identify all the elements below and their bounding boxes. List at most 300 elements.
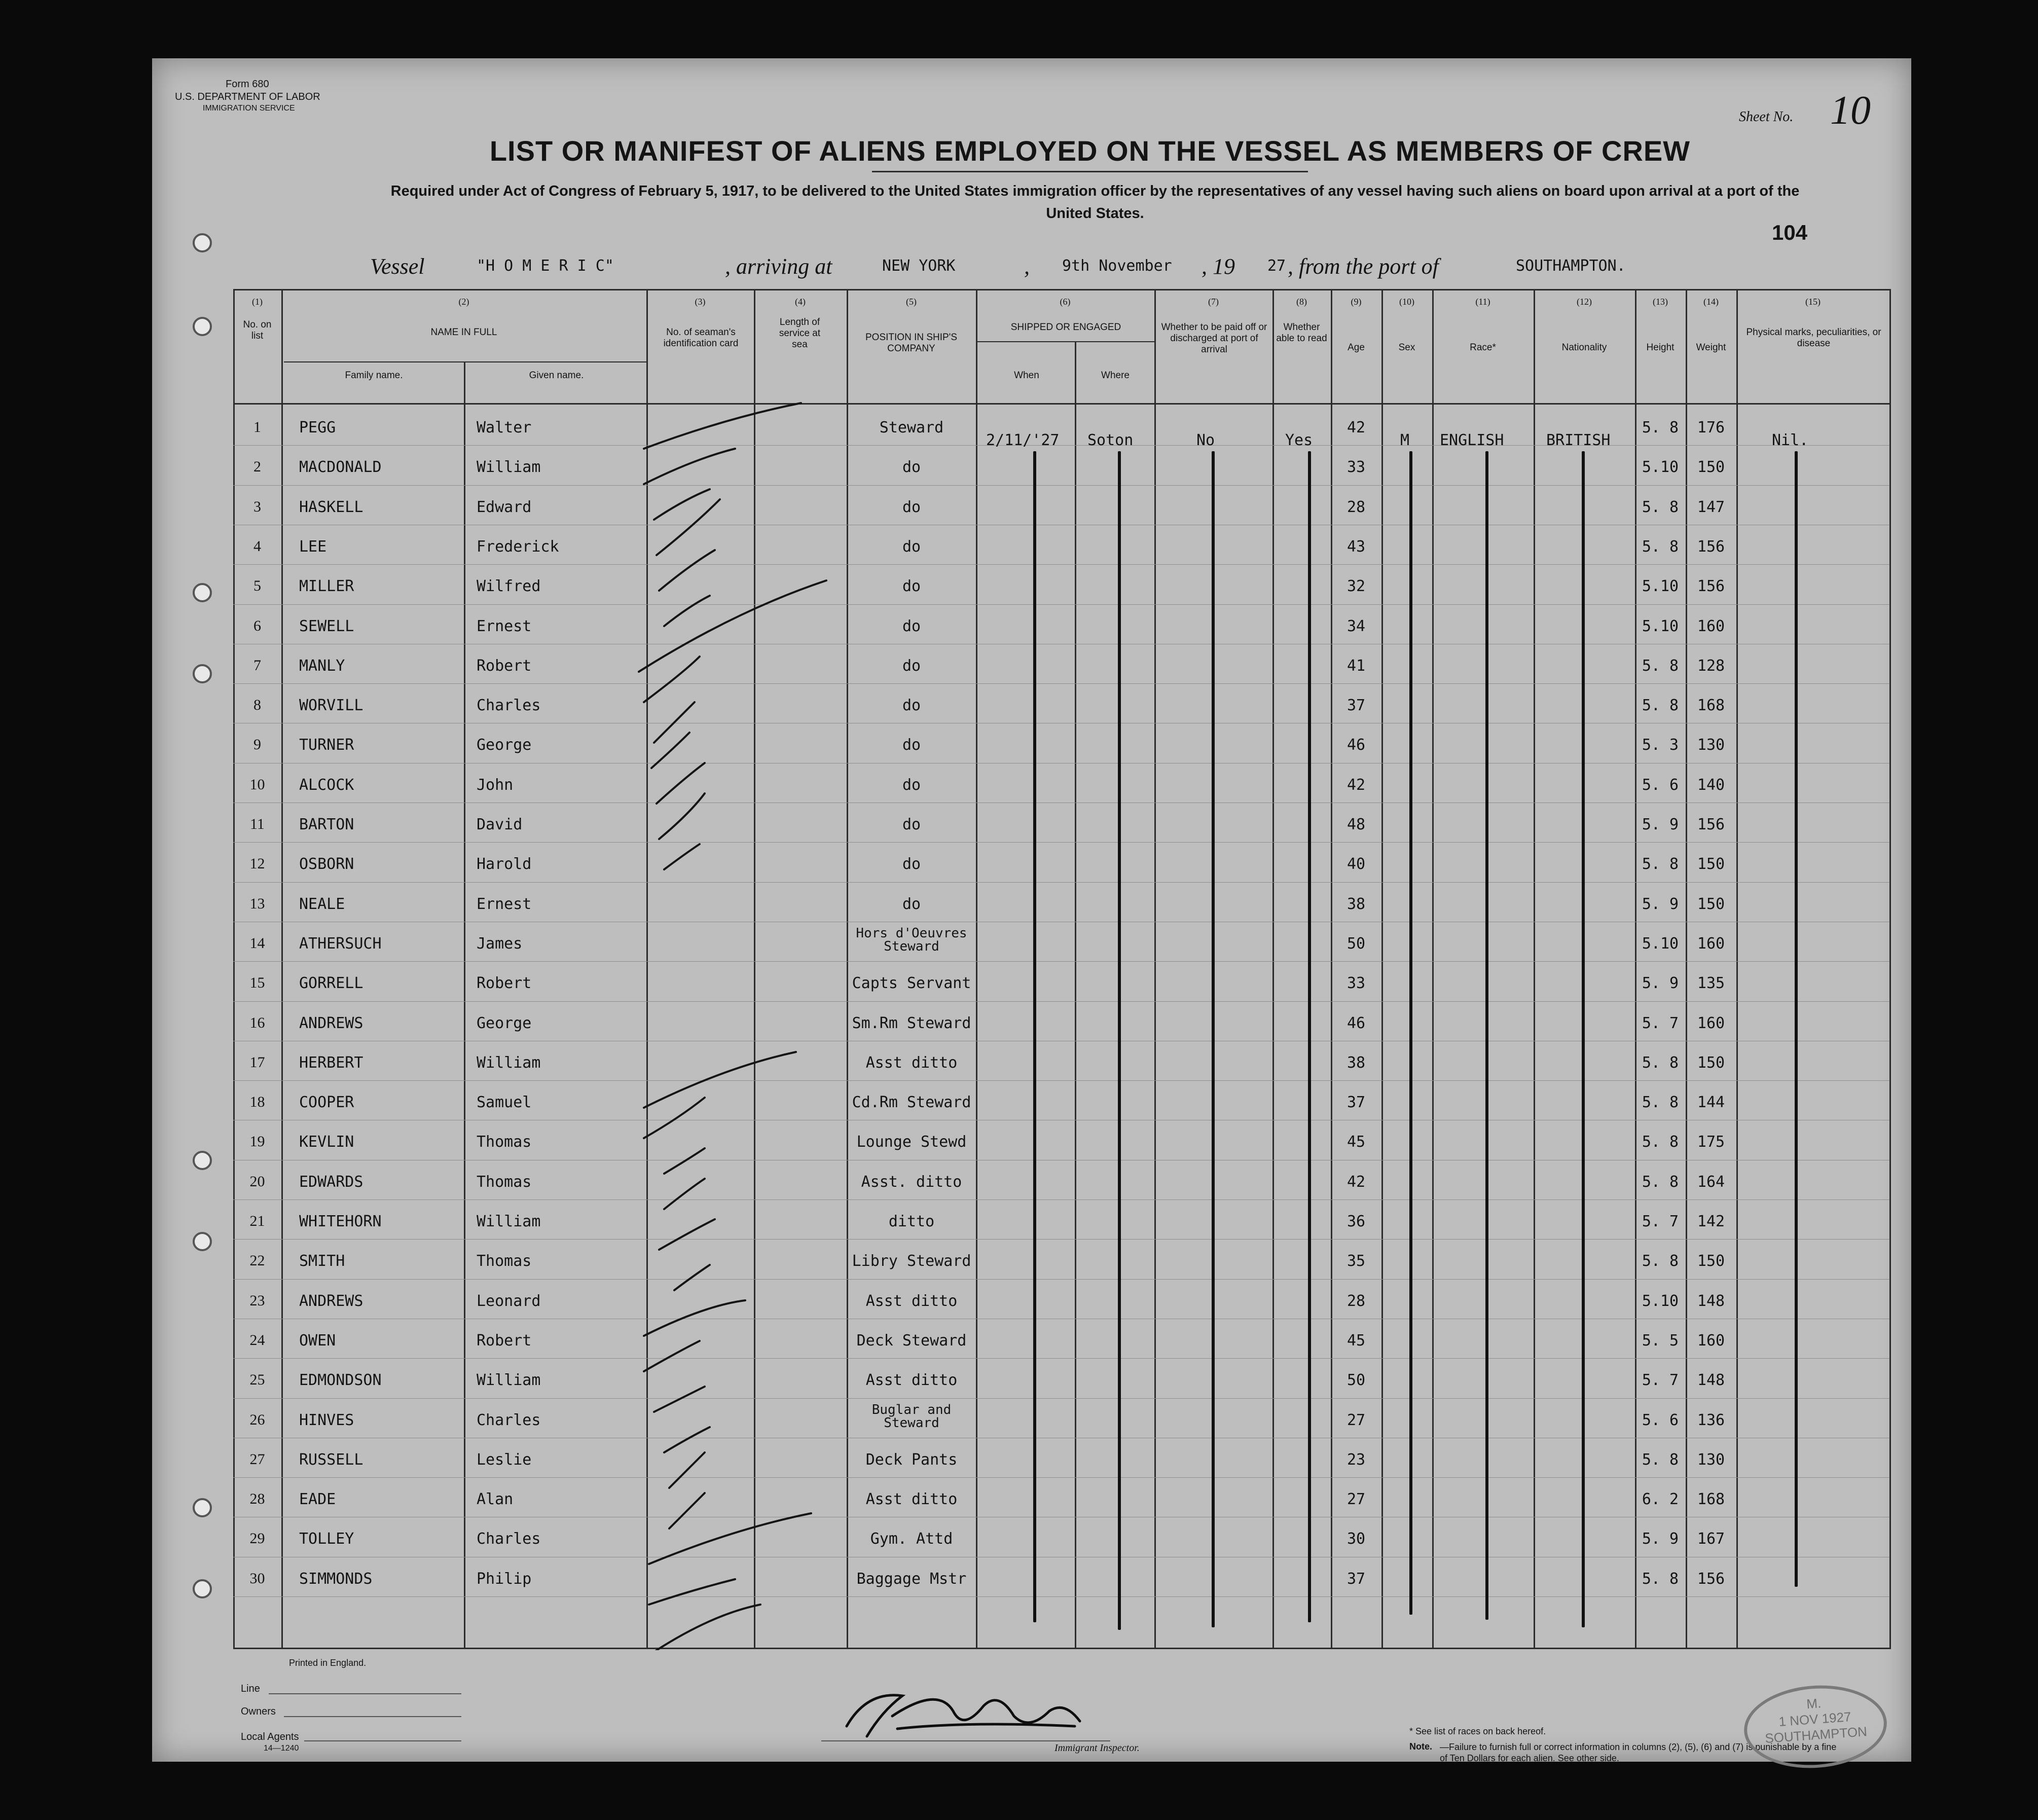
crew-given: Wilfred (477, 577, 541, 595)
col-header-weight: Weight (1696, 342, 1726, 353)
crew-height: 5. 8 (1642, 657, 1679, 675)
crew-weight: 175 (1697, 1133, 1725, 1151)
crew-position: do (902, 697, 921, 714)
col-number: (10) (1399, 297, 1414, 307)
crew-age: 46 (1346, 1014, 1366, 1032)
crew-family: KEVLIN (299, 1133, 354, 1151)
crew-given: William (477, 1054, 541, 1072)
crew-weight: 168 (1697, 697, 1725, 714)
col-header-age: Age (1348, 342, 1365, 353)
col-header-shipped: SHIPPED OR ENGAGED (1010, 322, 1121, 333)
inspector-signature (836, 1681, 1110, 1741)
col-number: (6) (1060, 297, 1071, 307)
crew-position: do (902, 617, 921, 635)
crew-given: Thomas (477, 1252, 532, 1270)
crew-weight: 167 (1697, 1530, 1725, 1548)
crew-position: do (902, 577, 921, 595)
crew-weight: 164 (1697, 1173, 1725, 1191)
crew-age: 37 (1346, 697, 1366, 714)
crew-height: 5. 7 (1642, 1014, 1679, 1032)
col-header-id-card: No. of seaman's identification card (663, 327, 739, 349)
crew-height: 5.10 (1642, 617, 1679, 635)
crew-given: William (477, 458, 541, 476)
crew-weight: 160 (1697, 617, 1725, 635)
crew-weight: 150 (1697, 458, 1725, 476)
crew-no: 28 (249, 1490, 265, 1507)
crew-age: 42 (1346, 419, 1366, 436)
col-header-sex: Sex (1398, 342, 1415, 353)
col-number: (14) (1703, 297, 1719, 307)
shipped-when-value: 2/11/'27 (986, 431, 1060, 449)
crew-weight: 135 (1697, 974, 1725, 992)
crew-no: 18 (249, 1094, 265, 1110)
crew-family: MACDONALD (299, 458, 382, 476)
col-number: (12) (1577, 297, 1592, 307)
departure-port: SOUTHAMPTON. (1516, 257, 1626, 275)
crew-age: 27 (1346, 1411, 1366, 1429)
ditto-mark (1485, 451, 1488, 1620)
crew-given: John (477, 776, 514, 794)
crew-age: 28 (1346, 1292, 1366, 1310)
crew-given: Leslie (477, 1451, 532, 1469)
punch-hole (193, 1151, 212, 1170)
crew-weight: 140 (1697, 776, 1725, 794)
crew-position: Asst. ditto (861, 1173, 962, 1191)
col-header-position: POSITION IN SHIP'S COMPANY (865, 332, 957, 354)
col-header-service-length: Length of service at sea (779, 317, 821, 350)
stamp-top: M. (1806, 1695, 1822, 1712)
manifest-sheet: Form 680 U.S. DEPARTMENT OF LABOR IMMIGRATION SERVICE Sheet No. 10 104 LIST OR MANIFEST OF ALIENS EMPLOYED ON THE VESSEL AS MEMBERS OF CREW Required under Act of Congress of February 5, 1917, to be delivered to the United States immigration officer by the representatives of any vessel having such aliens on board upon arrival at a port of the United States. Vessel "H O M E R I C" , arriving at NEW YORK , 9th November , 19 27 , from the port of SOUTHAMPTON. (1) (2) (3) (4) (5) (6) (7) (8) (9) (10) (11) (12) (13) (14) (15) No. on list NAME IN FULL Family name. Given name. No. of seaman's identification card Length of service at sea POSITION IN SHIP'S COMPANY SHIPPED OR ENGAGED When Where Whether to be paid off or discharged at port of arrival Whether able to read Age Sex Race* Nationality Height Weight Physical marks, peculiarities, or disease 1 PEGG Walter Steward 42 5. 8 176 2 MACDONALD William do 33 5.10 150 3 HASKELL Edward do 28 5. 8 147 4 LEE Frederick do 43 5. 8 156 5 MILLER Wilfred do 32 5.10 156 6 SEWELL Ernest do 34 5.10 160 7 MANLY Robert do 41 5. 8 128 8 WORVILL Charles do 37 5. 8 168 9 TURNER George do 46 5. 3 130 10 ALCOCK John do 42 5. 6 140 11 BARTON David do 48 5. 9 156 12 OSBORN Harold do 40 5. 8 150 13 NEALE Ernest do 38 5. 9 150 14 ATHERSUCH James Hors d'Oeuvres Steward 50 5.10 160 15 GORRELL Robert Capts Servant 33 5. 9 135 16 ANDREWS George Sm.Rm Steward 46 5. 7 160 17 HERBERT William Asst ditto 38 5. 8 150 18 COOPER Samuel Cd.Rm Steward 37 5. 8 144 19 KEVLIN Thomas Lounge Stewd 45 5. 8 175 20 EDWARDS Thomas Asst. ditto 42 5. 8 164 21 WHITEHORN William ditto 36 5. 7 142 22 SMITH Thomas Libry Steward 35 5. 8 150 23 ANDREWS Leonard Asst ditto 28 5.10 148 24 OWEN Robert Deck Steward 45 5. 5 160 25 EDMONDSON William Asst ditto 50 5. 7 148 26 HINVES Charles Buglar and Steward 27 5. 6 136 27 RUSSELL Leslie Deck Pants 23 5. 8 130 28 EADE Alan Asst ditto 27 6. 2 168 29 TOLLEY Charles Gym. Attd 30 5. 9 167 30 SIMMONDS Philip Baggage Mstr 37 5. 8 156 2/11/'27 Soton No Yes M ENGLISH BRITISH Nil. Printed in England. Line Owners Local Agents 14—1240 Immigrant Inspector. * See list of races on back hereof. Note. —Failure to furnish full or correct information in columns (2), (5), (6) and (7) is punishable by a fine of Ten Dollars for each alien. See other side. M. 1 NOV 1927 SOUTHAMPTON (152, 58, 1911, 1762)
crew-weight: 150 (1697, 855, 1725, 873)
crew-height: 5.10 (1642, 458, 1679, 476)
col-number: (4) (795, 297, 806, 307)
crew-no: 17 (249, 1054, 265, 1071)
crew-age: 42 (1346, 1173, 1366, 1191)
col-number: (1) (252, 297, 263, 307)
crew-no: 29 (249, 1530, 265, 1547)
crew-height: 5. 8 (1642, 1094, 1679, 1111)
ditto-mark (1033, 451, 1036, 1622)
crew-height: 5. 8 (1642, 1451, 1679, 1469)
crew-weight: 168 (1697, 1490, 1725, 1508)
crew-age: 38 (1346, 1054, 1366, 1072)
crew-given: William (477, 1213, 541, 1230)
crew-no: 20 (249, 1173, 265, 1190)
crew-family: RUSSELL (299, 1451, 363, 1469)
able-to-read-value: Yes (1285, 431, 1313, 449)
crew-age: 42 (1346, 776, 1366, 794)
crew-no: 12 (249, 855, 265, 872)
race-value: ENGLISH (1440, 431, 1504, 449)
crew-height: 5.10 (1642, 935, 1679, 953)
crew-family: HINVES (299, 1411, 354, 1429)
crew-height: 5. 3 (1642, 736, 1679, 754)
crew-position: Lounge Stewd (856, 1133, 967, 1151)
crew-position: do (902, 736, 921, 754)
crew-given: Charles (477, 1530, 541, 1548)
line-label: Line (241, 1683, 260, 1694)
crew-age: 36 (1346, 1213, 1366, 1230)
crew-height: 5. 8 (1642, 697, 1679, 714)
crew-weight: 150 (1697, 1252, 1725, 1270)
page-subtitle: Required under Act of Congress of February 5, 1917, to be delivered to the United States immigration officer by the representatives of any vessel having such aliens on board upon arrival at a port of the United States. (390, 183, 1800, 222)
crew-age: 40 (1346, 855, 1366, 873)
crew-no: 15 (249, 974, 265, 991)
crew-height: 5. 7 (1642, 1371, 1679, 1389)
col-header-given-name: Given name. (529, 370, 584, 381)
crew-age: 33 (1346, 974, 1366, 992)
crew-age: 27 (1346, 1490, 1366, 1508)
crew-weight: 148 (1697, 1371, 1725, 1389)
col-header-race: Race* (1470, 342, 1496, 353)
crew-family: HERBERT (299, 1054, 363, 1072)
crew-age: 48 (1346, 816, 1366, 833)
crew-height: 6. 2 (1642, 1490, 1679, 1508)
crew-age: 32 (1346, 577, 1366, 595)
crew-no: 24 (249, 1332, 265, 1349)
punch-hole (193, 664, 212, 683)
crew-given: George (477, 736, 532, 754)
crew-no: 25 (249, 1371, 265, 1388)
crew-age: 50 (1346, 1371, 1366, 1389)
crew-no: 6 (253, 617, 261, 634)
crew-age: 37 (1346, 1094, 1366, 1111)
crew-no: 16 (249, 1014, 265, 1031)
punch-hole (193, 233, 212, 252)
crew-no: 27 (249, 1451, 265, 1468)
crew-given: Charles (477, 1411, 541, 1429)
crew-family: NEALE (299, 895, 345, 913)
punch-hole (193, 583, 212, 602)
crew-age: 43 (1346, 538, 1366, 556)
crew-family: ATHERSUCH (299, 935, 382, 953)
crew-given: Walter (477, 419, 532, 436)
crew-family: BARTON (299, 816, 354, 833)
form-service: IMMIGRATION SERVICE (203, 104, 295, 113)
crew-weight: 150 (1697, 1054, 1725, 1072)
crew-weight: 136 (1697, 1411, 1725, 1429)
col-header-family-name: Family name. (345, 370, 403, 381)
crew-no: 7 (253, 657, 261, 674)
crew-family: WORVILL (299, 697, 363, 714)
arrival-port: NEW YORK (882, 257, 956, 275)
crew-position: Asst ditto (865, 1292, 958, 1310)
crew-no: 10 (249, 776, 265, 793)
crew-family: SMITH (299, 1252, 345, 1270)
punch-hole (193, 1498, 212, 1517)
crew-position: Hors d'Oeuvres Steward (856, 926, 967, 954)
col-number: (2) (458, 297, 469, 307)
crew-weight: 130 (1697, 736, 1725, 754)
penalty-note: —Failure to furnish full or correct information in columns (2), (5), (6) and (7) is punishable by a fine of Ten Dollars for each alien. See other side. (1440, 1742, 1837, 1763)
col-number: (15) (1805, 297, 1821, 307)
crew-weight: 160 (1697, 1332, 1725, 1350)
crew-position: Gym. Attd (870, 1530, 953, 1548)
nationality-value: BRITISH (1546, 431, 1611, 449)
stamp-date: 1 NOV 1927 (1778, 1709, 1852, 1729)
page-stamp-number: 104 (1772, 221, 1808, 244)
crew-weight: 156 (1697, 538, 1725, 556)
owners-label: Owners (241, 1706, 276, 1717)
crew-no: 13 (249, 895, 265, 912)
crew-family: TURNER (299, 736, 354, 754)
crew-given: Ernest (477, 895, 532, 913)
crew-weight: 156 (1697, 577, 1725, 595)
stamp-place: SOUTHAMPTON (1764, 1723, 1868, 1746)
ditto-mark (1582, 451, 1585, 1627)
ditto-mark (1409, 451, 1412, 1615)
crew-family: TOLLEY (299, 1530, 354, 1548)
crew-family: ANDREWS (299, 1014, 363, 1032)
crew-height: 5. 9 (1642, 895, 1679, 913)
crew-position: Deck Steward (856, 1332, 967, 1350)
crew-position: Baggage Mstr (856, 1570, 967, 1588)
crew-no: 2 (253, 458, 261, 475)
crew-family: PEGG (299, 419, 336, 436)
crew-age: 45 (1346, 1332, 1366, 1350)
crew-weight: 156 (1697, 816, 1725, 833)
crew-position: Steward (879, 419, 944, 436)
crew-position: Asst ditto (865, 1371, 958, 1389)
ditto-mark (1118, 451, 1121, 1630)
crew-height: 5. 8 (1642, 498, 1679, 516)
crew-weight: 148 (1697, 1292, 1725, 1310)
arriving-label: , arriving at (725, 254, 832, 279)
vessel-name: "H O M E R I C" (477, 257, 614, 275)
col-number: (5) (906, 297, 917, 307)
crew-height: 5. 8 (1642, 538, 1679, 556)
crew-height: 5.10 (1642, 1292, 1679, 1310)
crew-given: Robert (477, 657, 532, 675)
crew-family: MANLY (299, 657, 345, 675)
crew-given: Harold (477, 855, 532, 873)
crew-age: 38 (1346, 895, 1366, 913)
crew-weight: 147 (1697, 498, 1725, 516)
crew-given: Thomas (477, 1133, 532, 1151)
ditto-mark (1795, 451, 1798, 1587)
col-number: (8) (1296, 297, 1307, 307)
crew-family: HASKELL (299, 498, 363, 516)
col-header-name: NAME IN FULL (430, 327, 497, 338)
col-header-physical-marks: Physical marks, peculiarities, or disease (1746, 327, 1881, 349)
crew-height: 5. 8 (1642, 1570, 1679, 1588)
crew-weight: 144 (1697, 1094, 1725, 1111)
crew-height: 5. 7 (1642, 1213, 1679, 1230)
crew-height: 5. 9 (1642, 816, 1679, 833)
crew-family: ANDREWS (299, 1292, 363, 1310)
printed-in-england: Printed in England. (289, 1658, 367, 1668)
arrival-date: 9th November (1062, 257, 1172, 275)
crew-position: do (902, 776, 921, 794)
ditto-mark (1212, 451, 1215, 1627)
crew-height: 5. 9 (1642, 974, 1679, 992)
crew-position: Buglar and Steward (871, 1402, 952, 1431)
crew-age: 45 (1346, 1133, 1366, 1151)
col-number: (11) (1475, 297, 1490, 307)
crew-age: 23 (1346, 1451, 1366, 1469)
crew-no: 1 (253, 419, 261, 435)
crew-height: 5. 6 (1642, 776, 1679, 794)
crew-position: do (902, 895, 921, 913)
sex-value: M (1400, 431, 1410, 449)
crew-age: 41 (1346, 657, 1366, 675)
form-department: U.S. DEPARTMENT OF LABOR (175, 91, 320, 102)
crew-family: EDMONDSON (299, 1371, 382, 1389)
vessel-label: Vessel (370, 254, 425, 279)
crew-weight: 130 (1697, 1451, 1725, 1469)
ditto-mark (1308, 451, 1311, 1622)
crew-given: Frederick (477, 538, 559, 556)
crew-no: 5 (253, 577, 261, 594)
crew-height: 5. 5 (1642, 1332, 1679, 1350)
col-number: (9) (1351, 297, 1362, 307)
crew-height: 5. 8 (1642, 1252, 1679, 1270)
crew-weight: 156 (1697, 1570, 1725, 1588)
crew-position: Deck Pants (865, 1451, 958, 1469)
col-number: (13) (1653, 297, 1668, 307)
crew-position: do (902, 855, 921, 873)
inspector-caption: Immigrant Inspector. (1054, 1742, 1140, 1754)
crew-no: 11 (250, 816, 265, 832)
col-number: (7) (1208, 297, 1219, 307)
crew-family: SEWELL (299, 617, 354, 635)
crew-no: 23 (249, 1292, 265, 1309)
crew-family: LEE (299, 538, 327, 556)
crew-age: 37 (1346, 1570, 1366, 1588)
crew-age: 28 (1346, 498, 1366, 516)
crew-given: Robert (477, 974, 532, 992)
crew-given: David (477, 816, 523, 833)
physical-marks-value: Nil. (1772, 431, 1809, 449)
local-agents-label: Local Agents (241, 1731, 299, 1742)
crew-family: COOPER (299, 1094, 354, 1111)
shipped-where-value: Soton (1087, 431, 1134, 449)
col-header-height: Height (1646, 342, 1675, 353)
form-number: Form 680 (226, 79, 269, 90)
crew-height: 5. 8 (1642, 1173, 1679, 1191)
crew-family: MILLER (299, 577, 354, 595)
punch-hole (193, 1579, 212, 1598)
crew-given: William (477, 1371, 541, 1389)
crew-family: SIMMONDS (299, 1570, 373, 1588)
crew-weight: 160 (1697, 935, 1725, 953)
race-footnote: * See list of races on back hereof. (1409, 1726, 1546, 1736)
crew-height: 5.10 (1642, 577, 1679, 595)
col-header-when: When (1014, 370, 1039, 381)
sheet-number-label: Sheet No. (1739, 109, 1794, 125)
crew-weight: 150 (1697, 895, 1725, 913)
crew-given: Samuel (477, 1094, 532, 1111)
crew-given: Ernest (477, 617, 532, 635)
crew-weight: 176 (1697, 419, 1725, 436)
crew-given: George (477, 1014, 532, 1032)
crew-position: do (902, 458, 921, 476)
arrival-year: 27 (1267, 257, 1286, 275)
crew-age: 34 (1346, 617, 1366, 635)
crew-no: 4 (253, 538, 261, 555)
crew-family: OWEN (299, 1332, 336, 1350)
crew-no: 14 (249, 935, 265, 952)
crew-age: 46 (1346, 736, 1366, 754)
crew-family: EDWARDS (299, 1173, 363, 1191)
crew-position: do (902, 498, 921, 516)
crew-position: do (902, 816, 921, 833)
crew-age: 30 (1346, 1530, 1366, 1548)
crew-given: James (477, 935, 523, 953)
col-header-nationality: Nationality (1561, 342, 1607, 353)
col-header-read: Whether able to read (1276, 322, 1327, 344)
crew-position: Asst ditto (865, 1054, 958, 1072)
crew-no: 22 (249, 1252, 265, 1269)
sheet-number: 10 (1830, 88, 1871, 133)
crew-family: GORRELL (299, 974, 363, 992)
crew-given: Charles (477, 697, 541, 714)
crew-height: 5. 8 (1642, 855, 1679, 873)
crew-family: WHITEHORN (299, 1213, 382, 1230)
crew-weight: 128 (1697, 657, 1725, 675)
crew-position: Capts Servant (852, 974, 971, 992)
crew-weight: 160 (1697, 1014, 1725, 1032)
col-header-where: Where (1101, 370, 1130, 381)
crew-given: Thomas (477, 1173, 532, 1191)
crew-height: 5. 6 (1642, 1411, 1679, 1429)
paid-off-value: No (1196, 431, 1215, 449)
crew-height: 5. 9 (1642, 1530, 1679, 1548)
form-code: 14—1240 (264, 1744, 299, 1753)
crew-position: Libry Steward (852, 1252, 971, 1270)
col-header-paid-off: Whether to be paid off or discharged at port of arrival (1161, 322, 1267, 355)
crew-no: 30 (249, 1570, 265, 1587)
id-card-pen-strokes (634, 398, 847, 1650)
year-prefix: , 19 (1202, 254, 1235, 279)
punch-hole (193, 1232, 212, 1251)
crew-given: Alan (477, 1490, 514, 1508)
note-label: Note. (1409, 1741, 1432, 1752)
page-title: LIST OR MANIFEST OF ALIENS EMPLOYED ON THE VESSEL AS MEMBERS OF CREW (489, 135, 1691, 167)
crew-no: 19 (249, 1133, 265, 1150)
crew-given: Edward (477, 498, 532, 516)
crew-family: EADE (299, 1490, 336, 1508)
crew-position: Asst ditto (865, 1490, 958, 1508)
crew-no: 26 (249, 1411, 265, 1428)
col-header-number: No. on list (243, 319, 272, 341)
crew-height: 5. 8 (1642, 1133, 1679, 1151)
crew-position: ditto (888, 1213, 935, 1230)
crew-age: 35 (1346, 1252, 1366, 1270)
crew-given: Philip (477, 1570, 532, 1588)
crew-age: 33 (1346, 458, 1366, 476)
crew-position: Sm.Rm Steward (852, 1014, 971, 1032)
punch-hole (193, 317, 212, 336)
crew-no: 3 (253, 498, 261, 515)
col-number: (3) (695, 297, 706, 307)
crew-position: do (902, 657, 921, 675)
crew-weight: 142 (1697, 1213, 1725, 1230)
crew-height: 5. 8 (1642, 419, 1679, 436)
crew-position: do (902, 538, 921, 556)
crew-age: 50 (1346, 935, 1366, 953)
crew-no: 9 (253, 736, 261, 753)
crew-no: 8 (253, 697, 261, 713)
crew-given: Robert (477, 1332, 532, 1350)
crew-position: Cd.Rm Steward (852, 1094, 971, 1111)
crew-given: Leonard (477, 1292, 541, 1310)
crew-family: OSBORN (299, 855, 354, 873)
crew-family: ALCOCK (299, 776, 354, 794)
from-port-label: , from the port of (1288, 254, 1439, 279)
crew-no: 21 (249, 1213, 265, 1229)
crew-height: 5. 8 (1642, 1054, 1679, 1072)
